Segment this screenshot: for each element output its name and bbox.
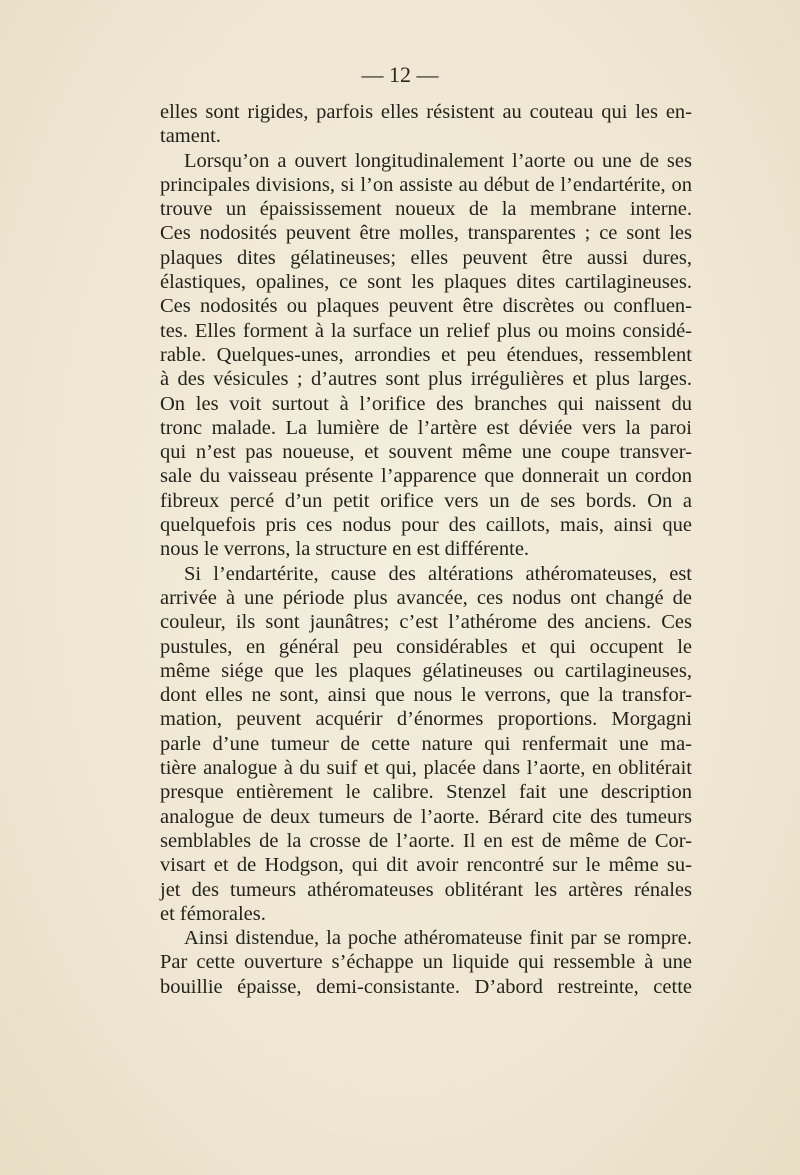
text-line: même siége que les plaques gélatineuses ou cartilagineuses, (160, 659, 692, 682)
text-line: et fémorales. (160, 902, 266, 925)
paragraph (160, 100, 692, 149)
text-line: à des vésicules ; d’autres sont plus irrégulières et plus larges. (160, 368, 692, 391)
text-line: Lorsqu’on a ouvert longitudinalement l’aorte ou une de ses (184, 149, 692, 172)
text-line: analogue de deux tumeurs de l’aorte. Bérard cite des tumeurs (160, 805, 692, 828)
text-line: qui n’est pas noueuse, et souvent même une coupe transver- (160, 441, 692, 464)
paragraph (160, 562, 692, 926)
text-line: Ainsi distendue, la poche athéromateuse finit par se rompre. (184, 927, 692, 950)
text-line: arrivée à une période plus avancée, ces nodus ont changé de (160, 586, 692, 609)
text-line: parle d’une tumeur de cette nature qui renfermait une ma- (160, 732, 692, 755)
text-line: dont elles ne sont, ainsi que nous le verrons, que la transfor- (160, 684, 692, 707)
text-line: tière analogue à du suif et qui, placée dans l’aorte, en oblitérait (160, 757, 692, 780)
text-line: tes. Elles forment à la surface un relief plus ou moins considé- (160, 319, 692, 342)
paragraph (160, 149, 692, 562)
text-line: elles sont rigides, parfois elles résistent au couteau qui les en- (160, 101, 692, 123)
text-line: Ces nodosités ou plaques peuvent être discrètes ou confluen- (160, 295, 692, 318)
text-line: élastiques, opalines, ce sont les plaques dites cartilagineuses. (160, 271, 692, 294)
paragraph (160, 926, 692, 999)
text-line: nous le verrons, la structure en est différente. (160, 538, 530, 561)
text-line: plaques dites gélatineuses; elles peuvent être aussi dures, (160, 246, 692, 269)
text-line: Par cette ouverture s’échappe un liquide qui ressemble à une (160, 951, 692, 974)
text-line: trouve un épaississement noueux de la membrane interne. (160, 198, 692, 221)
text-line: semblables de la crosse de l’aorte. Il en est de même de Cor- (160, 829, 692, 852)
text-line: quelquefois pris ces nodus pour des caillots, mais, ainsi que (160, 514, 692, 537)
text-line: Ces nodosités peuvent être molles, transparentes ; ce sont les (160, 222, 692, 245)
text-line: principales divisions, si l’on assiste au début de l’endartérite, on (160, 173, 692, 196)
text-line: fibreux percé d’un petit orifice vers un de ses bords. On a (160, 489, 692, 512)
text-line: pustules, en général peu considérables et qui occupent le (160, 635, 692, 658)
text-line: bouillie épaisse, demi-consistante. D’abord restreinte, cette (160, 975, 692, 998)
body-text (160, 100, 692, 999)
text-line: On les voit surtout à l’orifice des branches qui naissent du (160, 392, 692, 415)
text-line: presque entièrement le calibre. Stenzel fait une description (160, 781, 692, 804)
text-line: mation, peuvent acquérir d’énormes proportions. Morgagni (160, 708, 692, 731)
text-line: jet des tumeurs athéromateuses oblitérant les artères rénales (160, 878, 692, 901)
text-line: tament. (160, 125, 221, 148)
text-line: sale du vaisseau présente l’apparence que donnerait un cordon (160, 465, 692, 488)
text-line: rable. Quelques-unes, arrondies et peu étendues, ressemblent (160, 343, 692, 366)
page-number: — 12 — (361, 62, 439, 87)
text-line: Si l’endartérite, cause des altérations athéromateuses, est (184, 562, 692, 585)
text-line: tronc malade. La lumière de l’artère est déviée vers la paroi (160, 416, 692, 439)
text-line: visart et de Hodgson, qui dit avoir rencontré sur le même su- (160, 854, 692, 877)
text-line: couleur, ils sont jaunâtres; c’est l’athérome des anciens. Ces (160, 611, 692, 634)
